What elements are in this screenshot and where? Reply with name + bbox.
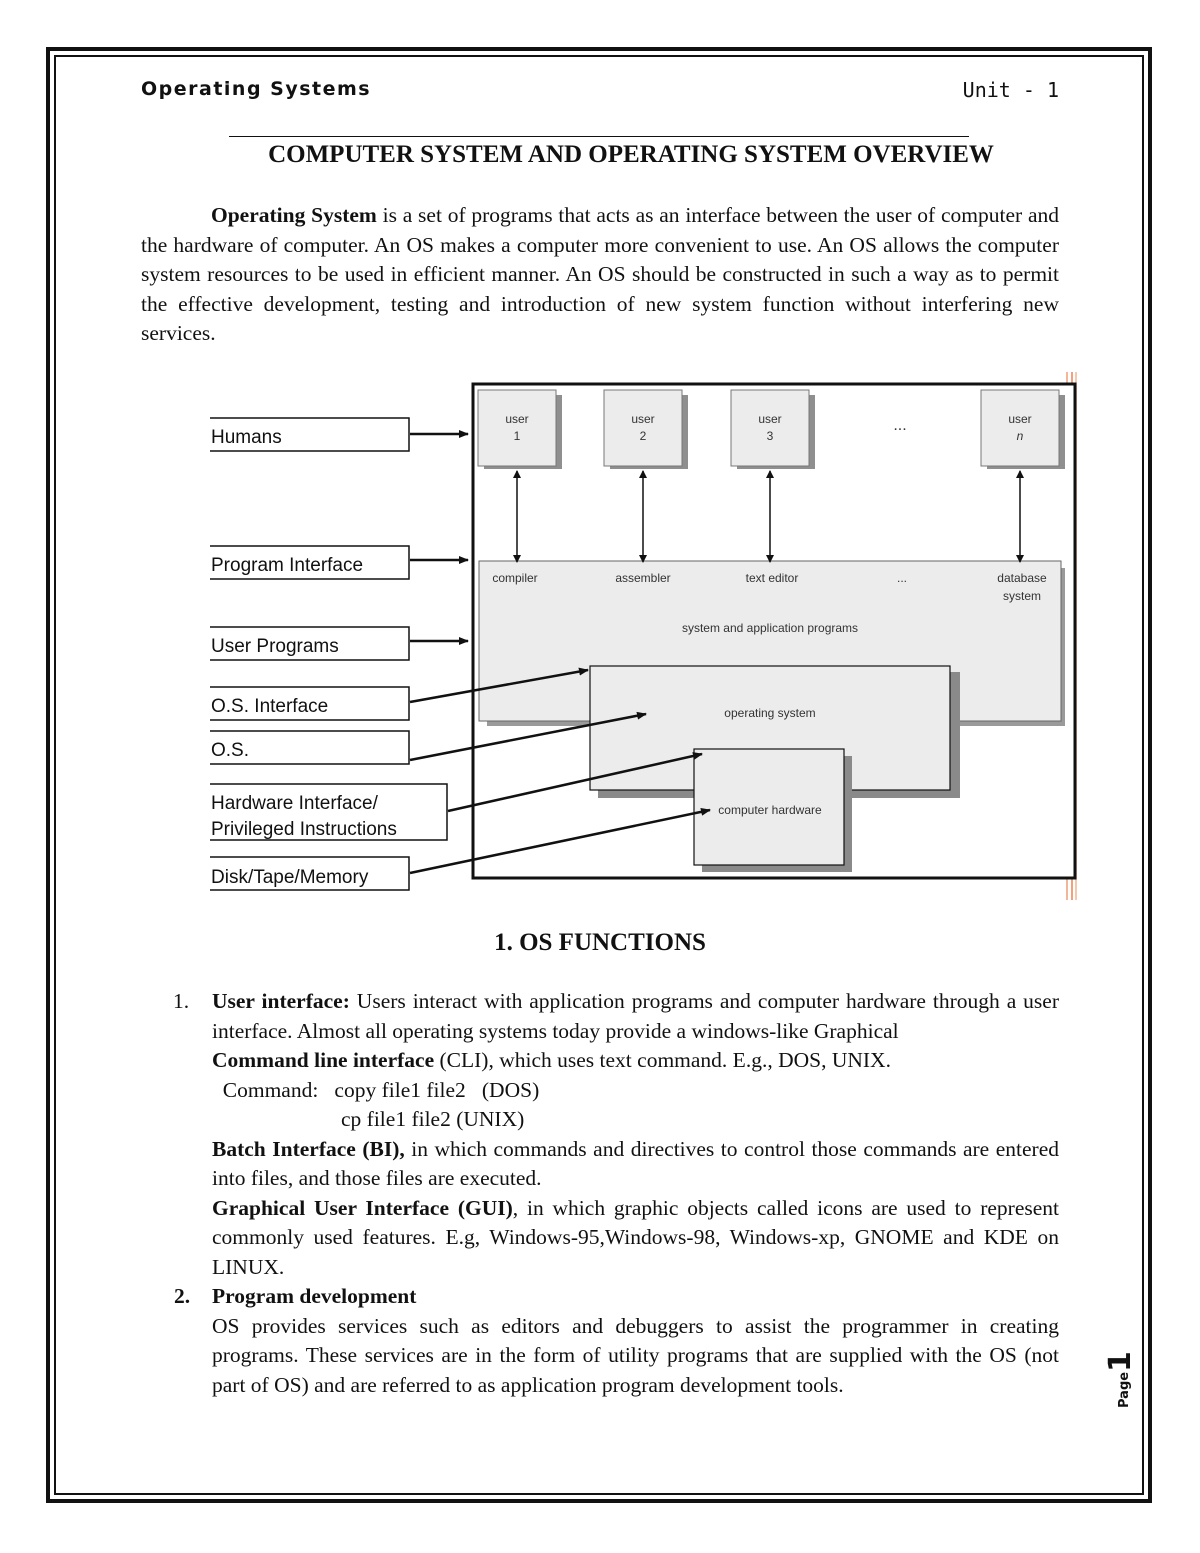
label-user-programs: User Programs [211,636,339,657]
sys-app-programs-label: system and application programs [681,621,859,635]
user-n-number: n [1016,429,1024,443]
gui-paragraph [212,1194,1059,1283]
users-ellipsis: ... [893,417,907,434]
label-hardware-interface: Hardware Interface/ [211,793,378,814]
gui-text: , in which graphic objects called icons are used to represent commonly used features. E.g, Windows-95,Windows-98, Windows-xp, GNOME and KDE on LINUX. [212,1195,1059,1279]
user-interface-text: Users interact with application programs and computer hardware through a user interface. Almost all operating systems today provide a windows-like Graphical [212,989,1059,1043]
programs-ellipsis: ... [896,571,908,585]
label-humans: Humans [211,427,282,448]
os-functions-list [141,987,1059,1400]
list-number-2: 2. [174,1284,191,1308]
label-disk-tape-memory: Disk/Tape/Memory [211,867,369,888]
cli-paragraph [212,1046,1059,1076]
list-number-1: 1. [173,989,190,1013]
computer-hardware-label: computer hardware [718,803,822,817]
gui-term: Graphical User Interface (GUI) [212,1195,513,1220]
user-interface-term: User interface: [212,989,350,1013]
program-development-term: Program development [212,1284,417,1308]
bi-paragraph [212,1135,1059,1194]
program-database: database [997,571,1047,585]
os-layers-diagram [210,370,1080,905]
program-text-editor: text editor [745,571,799,585]
program-development-heading [212,1282,1059,1312]
list-item-user-interface [141,987,1059,1282]
label-os: O.S. [211,740,250,761]
command-example-unix: cp file1 file2 (UNIX) [212,1107,525,1131]
user-n-label: user [1008,412,1032,426]
intro-term: Operating System [211,203,377,227]
page-title: COMPUTER SYSTEM AND OPERATING SYSTEM OVERVIEW [268,141,994,168]
user-3-label: user [758,412,782,426]
label-os-interface: O.S. Interface [211,696,329,717]
program-compiler: compiler [492,571,538,585]
label-privileged-instructions: Privileged Instructions [211,819,397,840]
header-subject: Operating Systems [141,78,372,100]
operating-system-label: operating system [724,706,816,720]
page-number: 1 [1103,1351,1138,1372]
program-development-text: OS provides services such as editors and debuggers to assist the programmer in creating programs. These services are in the form of utility programs that are supplied with the OS (not part of OS) and are referred to as application program development tools. [212,1313,1059,1397]
user-3-number: 3 [766,429,774,443]
command-example-dos: Command: copy file1 file2 (DOS) [212,1077,540,1102]
label-program-interface: Program Interface [211,555,364,576]
header-rule [229,136,969,137]
user-2-number: 2 [639,429,647,443]
cli-text: (CLI), which uses text command. E.g., DOS, UNIX. [434,1048,891,1072]
program-database-system: system [1002,589,1042,603]
intro-text: is a set of programs that acts as an interface between the user of computer and the hardware of computer. An OS makes a computer more convenient to use. An OS allows the computer system resources to be used in efficient manner. An OS should be constructed in such a way as to permit the effective development, testing and introduction of new system function without interfering new services. [141,203,1060,345]
page-number-marker [1096,1340,1156,1410]
page-word: Page [1117,1371,1132,1408]
bi-text: in which commands and directives to control those commands are entered into files, and those files are executed. [212,1136,1059,1190]
intro-paragraph [141,201,1059,349]
user-2-label: user [631,412,655,426]
header-unit: Unit - 1 [962,78,1059,102]
list-item-program-development [141,1282,1059,1400]
user-1-number: 1 [513,429,521,443]
program-assembler: assembler [615,571,671,585]
bi-term: Batch Interface (BI), [212,1136,405,1161]
user-1-label: user [505,412,529,426]
section-title-os-functions: 1. OS FUNCTIONS [494,929,706,956]
cli-term: Command line interface [212,1048,435,1072]
user-interface-paragraph [212,987,1059,1046]
